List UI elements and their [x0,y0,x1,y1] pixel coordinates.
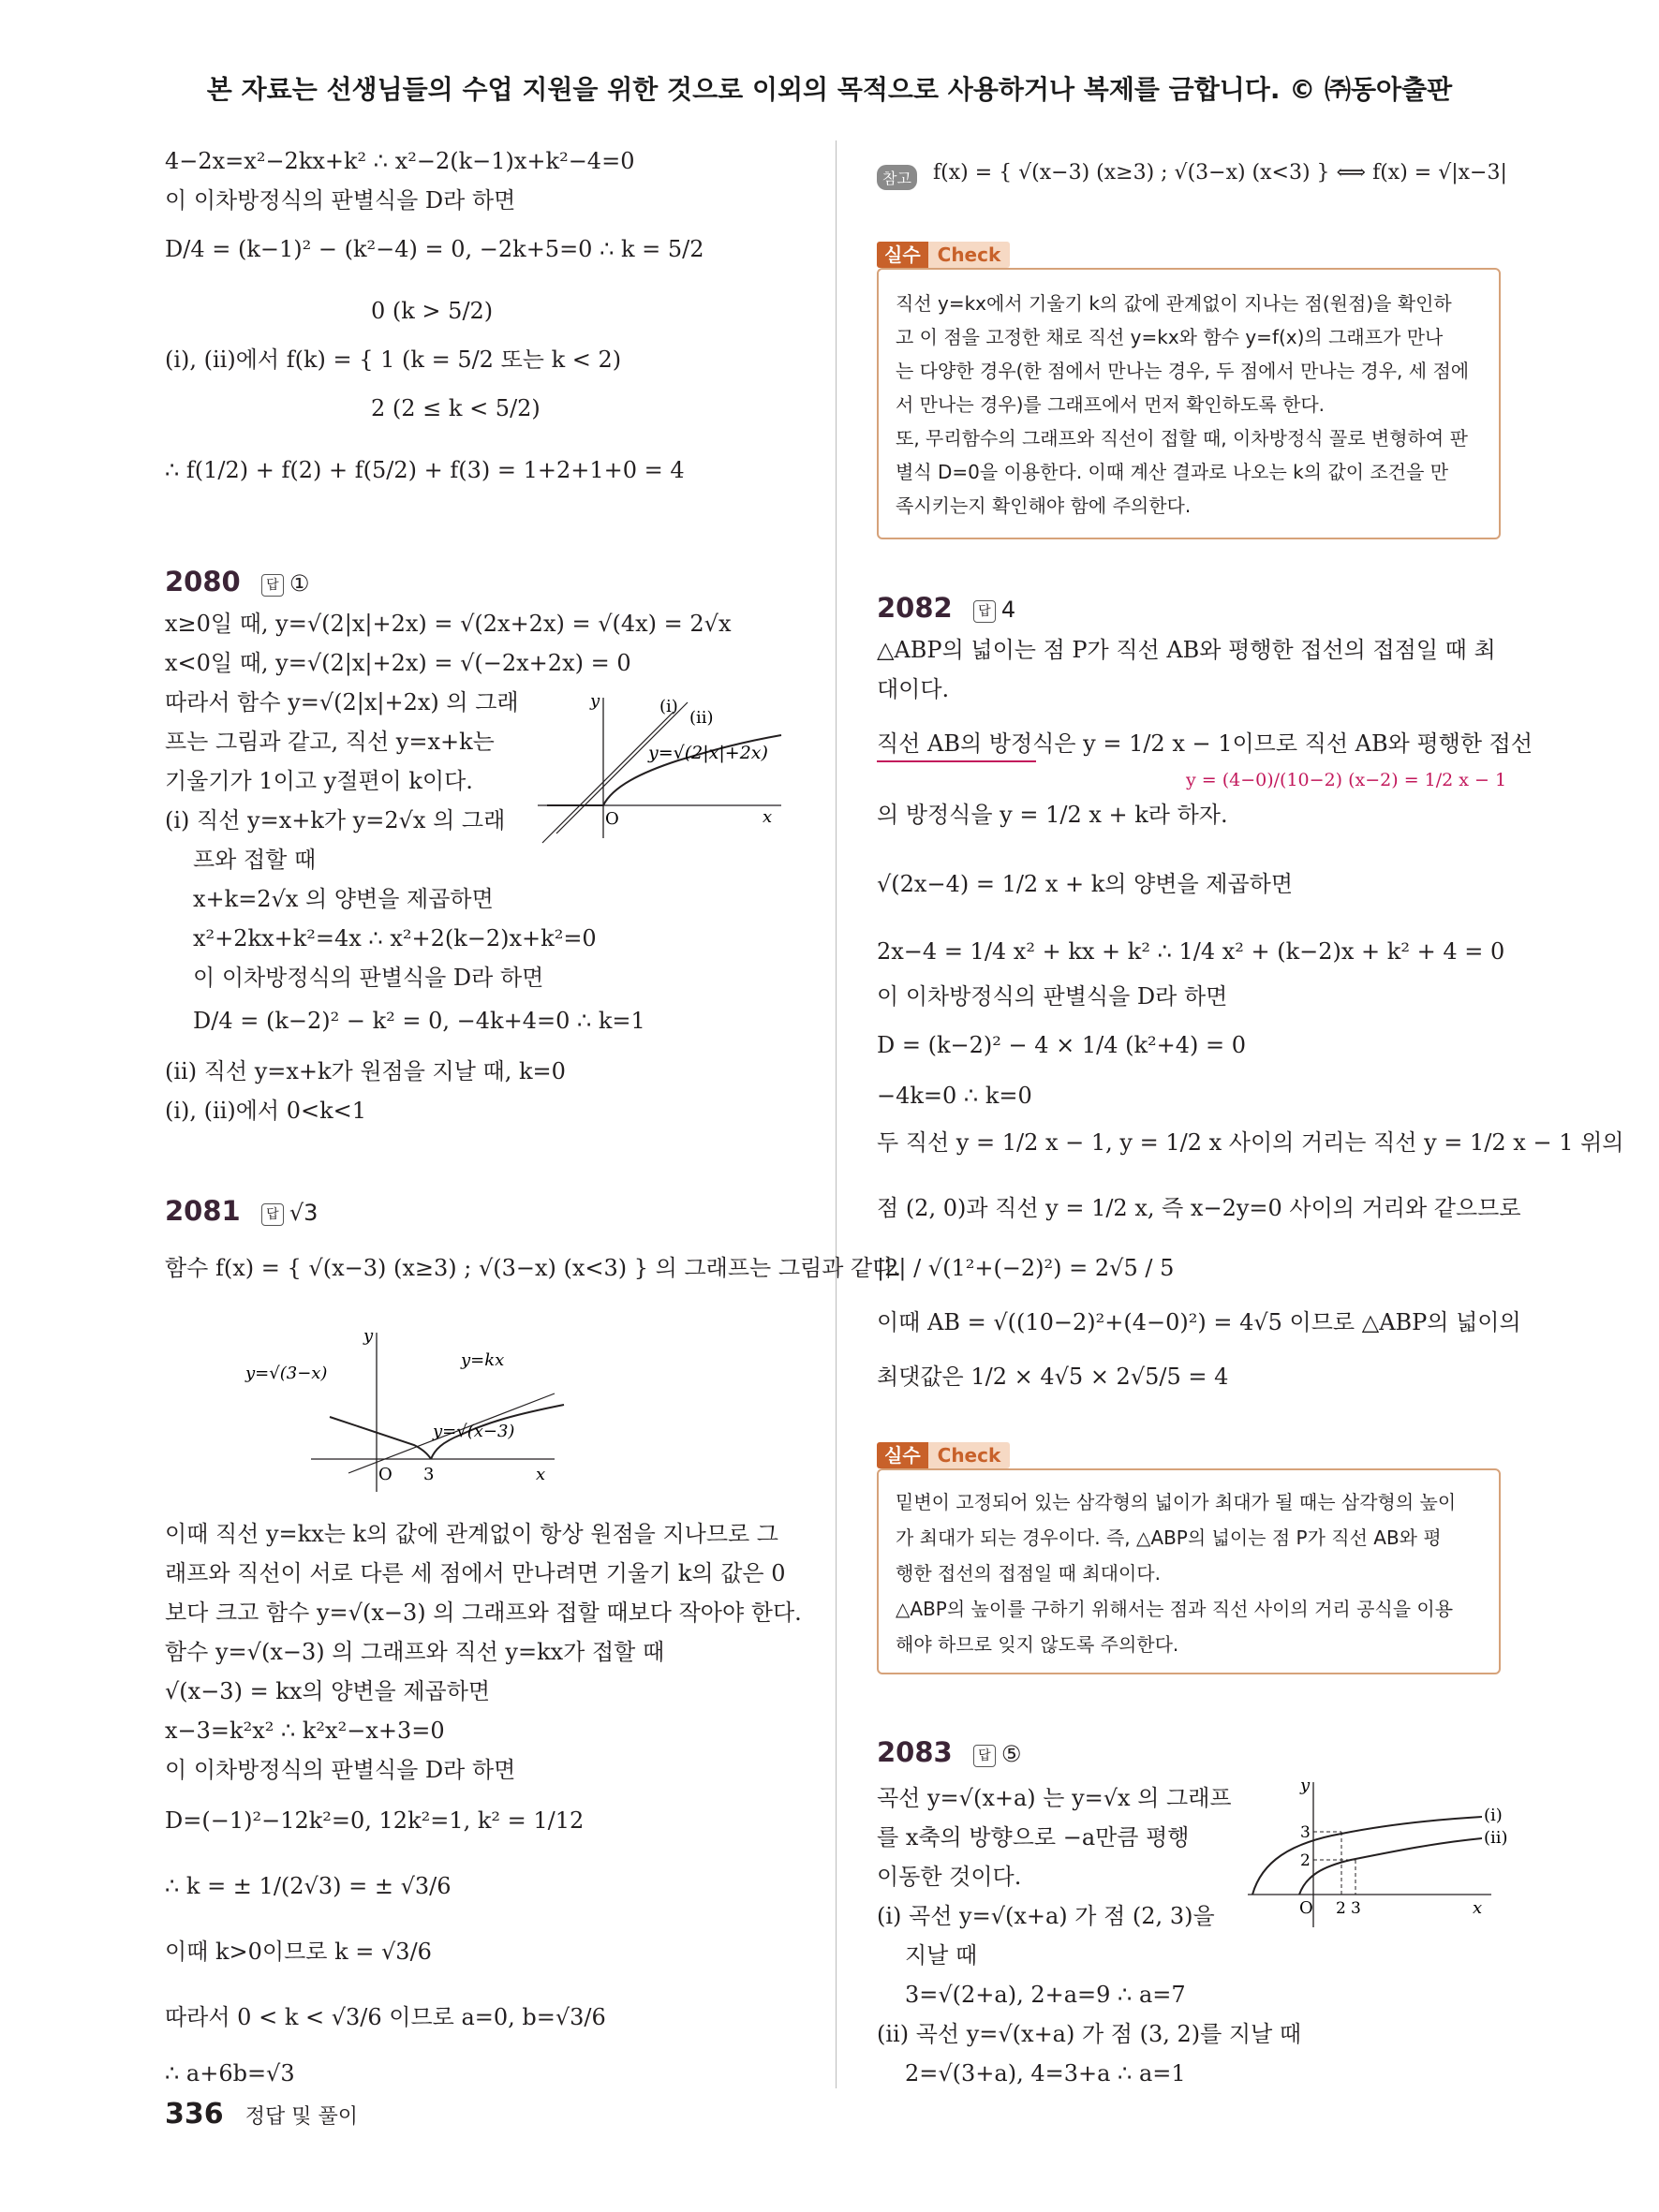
solution-line: △ABP의 넓이는 점 P가 직선 AB와 평행한 접선의 접점일 때 최 [877,637,1496,663]
solution-line: ∴ f(1/2) + f(2) + f(5/2) + f(3) = 1+2+1+0 = 4 [165,457,685,483]
x-label: x [536,1465,546,1484]
solution-line: 직선 AB의 방정식은 y = 1/2 x − 1이므로 직선 AB와 평행한 접선 [877,730,1533,757]
solution-line: (ⅰ), (ⅱ)에서 0<k<1 [165,1098,367,1124]
pink-underline [877,760,1036,762]
answer-tag-icon: 답 [973,600,996,623]
solution-line: 를 x축의 방향으로 −a만큼 평행 [877,1824,1190,1851]
solution-line: x<0일 때, y=√(2|x|+2x) = √(−2x+2x) = 0 [165,650,631,676]
check-line: 는 다양한 경우(한 점에서 만나는 경우, 두 점에서 만나는 경우, 세 점에 [896,360,1470,382]
solution-line: 함수 f(x) = { √(x−3) (x≥3) ; √(3−x) (x<3) } 의 그래프는 그림과 같다. [165,1255,902,1281]
check-line: 가 최대가 되는 경우이다. 즉, △ABP의 넓이는 점 P가 직선 AB와 평 [896,1526,1442,1549]
solution-line: 이 이차방정식의 판별식을 D라 하면 [165,1757,516,1783]
x-label: x [763,807,773,827]
solution-line: 이때 AB = √((10−2)²+(4−0)²) = 4√5 이므로 △ABP의 넓이의 [877,1309,1521,1335]
x-tick-2: 2 [1336,1899,1346,1918]
answer: ① [289,570,310,597]
graph-2083 [1248,1776,1508,1937]
check-line: 해야 하므로 잊지 않도록 주의한다. [896,1633,1179,1656]
answer-tag-icon: 답 [973,1745,996,1767]
solution-line: 프와 접할 때 [193,847,317,873]
y-tick-3: 3 [1300,1823,1311,1842]
answer-tag-icon: 답 [261,574,284,597]
curve-ii [1299,1838,1482,1895]
solution-line: 곡선 y=√(x+a) 는 y=√x 의 그래프 [877,1785,1232,1811]
solution-line: 3=√(2+a), 2+a=9 ∴ a=7 [905,1982,1186,2008]
solution-line: 점 (2, 0)과 직선 y = 1/2 x, 즉 x−2y=0 사이의 거리와 같으므로 [877,1195,1521,1221]
curve-label: y=√(2|x|+2x) [648,743,768,763]
label-i: (ⅰ) [1484,1806,1503,1825]
piecewise-case: 0 (k > 5/2) [371,298,494,324]
solution-line: √(2x−4) = 1/2 x + k의 양변을 제곱하면 [877,871,1293,897]
y-label: y [590,691,600,711]
right-curve-label: y=√(x−3) [433,1422,515,1441]
solution-line: 따라서 함수 y=√(2|x|+2x) 의 그래 [165,689,519,715]
solution-line: 이 이차방정식의 판별식을 D라 하면 [165,187,516,214]
column-divider [836,140,837,2088]
solution-line: 기울기가 1이고 y절편이 k이다. [165,768,473,794]
solution-line: x−3=k²x² ∴ k²x²−x+3=0 [165,1718,445,1744]
page-number: 336 [165,2098,224,2131]
solution-line: 이때 직선 y=kx는 k의 값에 관계없이 항상 원점을 지나므로 그 [165,1521,778,1547]
check-box-1 [877,268,1501,539]
y-label: y [1300,1776,1311,1795]
solution-line: D/4 = (k−2)² − k² = 0, −4k+4=0 ∴ k=1 [193,1008,645,1034]
solution-line: 이 이차방정식의 판별식을 D라 하면 [877,983,1228,1010]
problem-2083-header [877,1736,1021,1768]
solution-line: 대이다. [877,676,950,702]
origin-label: O [378,1465,393,1484]
solution-line: 2x−4 = 1/4 x² + kx + k² ∴ 1/4 x² + (k−2)x + k² + 4 = 0 [877,938,1505,965]
solution-line: 2=√(3+a), 4=3+a ∴ a=1 [905,2060,1186,2087]
tick-3: 3 [423,1465,435,1484]
label-i: (ⅰ) [659,697,678,716]
note-tag: 참고 [877,165,917,190]
problem-number: 2080 [165,566,241,597]
problem-number: 2082 [877,592,953,624]
answer: ⑤ [1000,1741,1022,1767]
answer: 4 [1000,597,1016,623]
solution-line: (ⅱ) 곡선 y=√(x+a) 가 점 (3, 2)를 지날 때 [877,2021,1302,2047]
solution-line: 최댓값은 1/2 × 4√5 × 2√5/5 = 4 [877,1364,1229,1390]
y-tick-2: 2 [1300,1851,1311,1870]
solution-line: 이 이차방정식의 판별식을 D라 하면 [193,965,544,991]
line-label: y=kx [461,1350,505,1370]
check-line: 별식 D=0을 이용한다. 이때 계산 결과로 나오는 k의 값이 조건을 만 [896,461,1449,483]
solution-line: x²+2kx+k²=4x ∴ x²+2(k−2)x+k²=0 [193,925,597,951]
solution-line: 보다 크고 함수 y=√(x−3) 의 그래프와 접할 때보다 작아야 한다. [165,1600,802,1626]
solution-line: 이동한 것이다. [877,1864,1022,1890]
check-line: 족시키는지 확인해야 함에 주의한다. [896,494,1192,517]
solution-line: x+k=2√x 의 양변을 제곱하면 [193,886,494,912]
solution-line: (ⅰ) 곡선 y=√(x+a) 가 점 (2, 3)을 [877,1903,1215,1929]
check-label: 실수 Check [877,1440,1010,1467]
solution-line: |2| / √(1²+(−2)²) = 2√5 / 5 [877,1255,1175,1281]
solution-line: 4−2x=x²−2kx+k² ∴ x²−2(k−1)x+k²−4=0 [165,148,635,174]
x-label: x [1473,1898,1483,1918]
solution-line: ∴ k = ± 1/(2√3) = ± √3/6 [165,1873,452,1899]
piecewise-function: (ⅰ), (ⅱ)에서 f(k) = { 1 (k = 5/2 또는 k < 2) [165,347,622,373]
check-line: 직선 y=kx에서 기울기 k의 값에 관계없이 지나는 점(원점)을 확인하 [896,292,1452,315]
y-label: y [363,1326,374,1346]
pink-annotation: y = (4−0)/(10−2) (x−2) = 1/2 x − 1 [1186,770,1507,790]
problem-number: 2083 [877,1736,953,1768]
solution-line: D/4 = (k−1)² − (k²−4) = 0, −2k+5=0 ∴ k = 5/2 [165,236,704,262]
solution-line: 이때 k>0이므로 k = √3/6 [165,1939,432,1965]
label-ii: (ⅱ) [689,708,714,728]
page-footer [165,2098,358,2131]
solution-line: 함수 y=√(x−3) 의 그래프와 직선 y=kx가 접할 때 [165,1639,665,1665]
line-ii [556,702,688,833]
curve-i [1252,1817,1482,1895]
graph-2081 [245,1328,620,1497]
solution-line: 두 직선 y = 1/2 x − 1, y = 1/2 x 사이의 거리는 직선 y = 1/2 x − 1 위의 [877,1129,1624,1156]
problem-2080-header [165,566,309,597]
origin-label: O [1299,1898,1313,1918]
solution-line: D=(−1)²−12k²=0, 12k²=1, k² = 1/12 [165,1807,585,1834]
problem-number: 2081 [165,1195,241,1227]
check-line: △ABP의 높이를 구하기 위해서는 점과 직선 사이의 거리 공식을 이용 [896,1598,1454,1620]
check-label: 실수 Check [877,240,1010,267]
answer: √3 [289,1200,318,1226]
check-line: 고 이 점을 고정한 채로 직선 y=kx와 함수 y=f(x)의 그래프가 만나 [896,326,1444,348]
solution-line: 따라서 0 < k < √3/6 이므로 a=0, b=√3/6 [165,2004,606,2030]
check-line: 또, 무리함수의 그래프와 직선이 접할 때, 이차방정식 꼴로 변형하여 판 [896,427,1468,450]
label-ii: (ⅱ) [1484,1828,1508,1848]
solution-line: 래프와 직선이 서로 다른 세 점에서 만나려면 기울기 k의 값은 0 [165,1560,786,1586]
graph-2080 [538,693,791,843]
piecewise-case: 2 (2 ≤ k < 5/2) [371,395,541,421]
check-box-2 [877,1468,1501,1674]
check-line: 밑변이 고정되어 있는 삼각형의 넓이가 최대가 될 때는 삼각형의 높이 [896,1491,1457,1513]
solution-line: (ⅰ) 직선 y=x+k가 y=2√x 의 그래 [165,807,506,833]
note-text: f(x) = { √(x−3) (x≥3) ; √(3−x) (x<3) } ⟺ f(x) = √|x−3| [933,161,1507,184]
solution-line: D = (k−2)² − 4 × 1/4 (k²+4) = 0 [877,1032,1247,1058]
solution-line: 의 방정식을 y = 1/2 x + k라 하자. [877,802,1228,828]
solution-line: 프는 그림과 같고, 직선 y=x+k는 [165,729,495,755]
curve-left [330,1417,431,1459]
solution-line: ∴ a+6b=√3 [165,2060,295,2087]
problem-2082-header [877,592,1015,624]
copyright-banner: 본 자료는 선생님들의 수업 지원을 위한 것으로 이외의 목적으로 사용하거나 복제를 금합니다. © ㈜동아출판 [206,74,1453,105]
x-tick-3: 3 [1351,1899,1361,1918]
answer-tag-icon: 답 [261,1203,284,1226]
solution-line: √(x−3) = kx의 양변을 제곱하면 [165,1678,491,1704]
solution-line: −4k=0 ∴ k=0 [877,1083,1032,1109]
footer-title: 정답 및 풀이 [244,2105,358,2129]
check-line: 행한 접선의 접점일 때 최대이다. [896,1562,1161,1585]
solution-line: (ⅱ) 직선 y=x+k가 원점을 지날 때, k=0 [165,1058,566,1084]
solution-line: x≥0일 때, y=√(2|x|+2x) = √(2x+2x) = √(4x) = 2√x [165,611,732,637]
check-line: 서 만나는 경우)를 그래프에서 먼저 확인하도록 한다. [896,393,1326,416]
origin-label: O [605,809,619,829]
left-curve-label: y=√(3−x) [245,1364,328,1383]
problem-2081-header [165,1195,318,1227]
solution-line: 지날 때 [905,1942,978,1969]
